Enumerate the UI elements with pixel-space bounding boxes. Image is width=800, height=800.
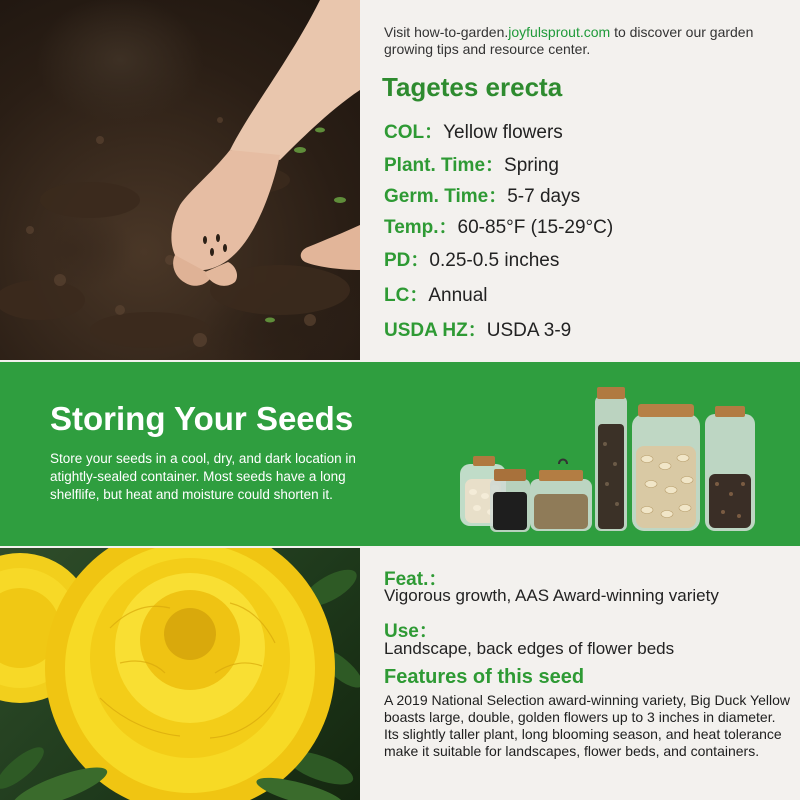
spec-row-usda-zone (384, 315, 571, 342)
spec-row-planting-depth (384, 245, 559, 272)
seed-jars-illustration (455, 384, 765, 534)
marigold-illustration (0, 548, 360, 800)
hand-sowing-soil-photo (0, 0, 360, 360)
use-label: Use： (384, 621, 438, 642)
seed-features-title: Features of this seed (384, 666, 585, 688)
feat-value: Vigorous growth, AAS Award-winning variety (384, 586, 719, 605)
marigold-flower-photo (0, 548, 360, 800)
spec-value: 0.25-0.5 inches (429, 250, 560, 271)
plant-info-panel (360, 0, 800, 360)
visit-suffix: to discover our garden growing tips and resource center. (384, 24, 754, 57)
spec-value: Spring (504, 155, 559, 176)
storing-seeds-band (0, 362, 800, 546)
spec-value: 5-7 days (507, 186, 581, 207)
spec-value: 60-85°F (15-29°C) (457, 217, 614, 238)
website-link[interactable]: joyfulsprout.com (508, 24, 611, 40)
visit-website-note (384, 24, 784, 58)
use-value: Landscape, back edges of flower beds (384, 639, 675, 658)
spec-key: LC： (384, 285, 429, 306)
spec-key: Plant. Time： (384, 155, 505, 176)
spec-row-germ-time (384, 181, 580, 208)
spec-value: Yellow flowers (443, 122, 563, 143)
spec-row-life-cycle (384, 280, 488, 307)
spec-key: PD： (384, 250, 430, 271)
storing-text: Store your seeds in a cool, dry, and dark location in atightly-sealed container. Most seeds have a long shelflife, but heat and moisture could shorten it. (50, 451, 356, 502)
jar-pumpkin-seeds (632, 404, 700, 531)
feat-label: Feat.： (384, 569, 448, 590)
spec-row-temperature (384, 212, 613, 239)
spec-key: COL： (384, 122, 444, 143)
spec-key: USDA HZ： (384, 320, 487, 341)
soil-illustration (0, 0, 360, 360)
jar-tall-dark-seeds (595, 387, 627, 531)
spec-value: USDA 3-9 (486, 320, 572, 341)
seed-features-text: A 2019 National Selection award-winning variety, Big Duck Yellow boasts large, double, golden flowers up to 3 inches in diameter. Its slightly taller plant, long blooming season, and heat tolerance make it suitable for landscapes, flower beds, and containers. (384, 692, 790, 759)
spec-key: Germ. Time： (384, 186, 508, 207)
spec-row-color (384, 117, 563, 144)
species-name: Tagetes erecta (382, 72, 563, 102)
spec-value: Annual (428, 285, 488, 306)
jar-mixed-seeds (705, 406, 755, 531)
storing-title: Storing Your Seeds (50, 400, 354, 437)
spec-key: Temp.： (384, 217, 458, 238)
spec-row-plant-time (384, 150, 559, 177)
visit-prefix: Visit how-to-garden. (384, 24, 509, 40)
jar-black-seeds (490, 469, 530, 532)
features-panel (360, 548, 800, 800)
jar-brown-seeds (530, 460, 592, 532)
